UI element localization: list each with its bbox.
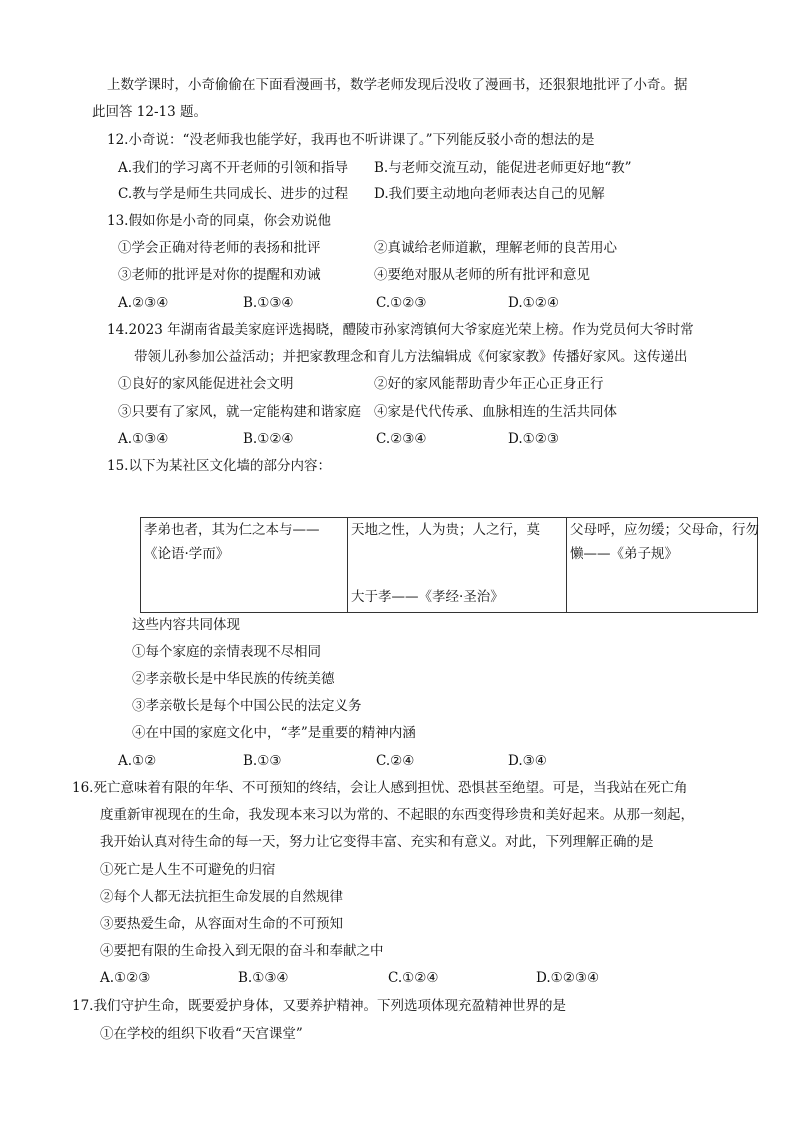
q17-stem: 17.我们守护生命，既要爱护身体，又要养护精神。下列选项体现充盈精神世界的是 (72, 998, 566, 1014)
q13-choice-d: D.①②④ (508, 295, 559, 311)
q13-statement-2: ②真诚给老师道歉，理解老师的良苦用心 (374, 240, 617, 256)
q16-stem-line-3: 我开始认真对待生命的每一天，努力让它变得丰富、充实和有意义。对此，下列理解正确的是 (100, 834, 654, 850)
q16-choice-c: C.①②④ (388, 970, 439, 986)
q16-statement-3: ③要热爱生命，从容面对生命的不可预知 (100, 916, 343, 932)
q17-statement-1: ①在学校的组织下收看“天宫课堂” (100, 1026, 303, 1042)
culture-wall-cell-1 (141, 518, 348, 613)
q12-option-d: D.我们要主动地向老师表达自己的见解 (374, 186, 605, 202)
q16-choice-d: D.①②③④ (536, 970, 600, 986)
q14-statement-2: ②好的家风能帮助青少年正心正身正行 (374, 376, 604, 392)
culture-wall-cell-2 (348, 518, 567, 613)
q14-stem-line-2: 带领儿孙参加公益活动；并把家教理念和育儿方法编辑成《何家家教》传播好家风。这传递出 (134, 349, 688, 365)
q13-stem: 13.假如你是小奇的同桌，你会劝说他 (107, 213, 331, 229)
intro-line-2: 此回答 12-13 题。 (92, 104, 208, 120)
cell-3-line-2: 懒——《弟子规》 (570, 546, 678, 562)
q14-stem-line-1: 14.2023 年湖南省最美家庭评选揭晓，醴陵市孙家湾镇何大爷家庭光荣上榜。作为党员何大爷时常 (107, 322, 694, 338)
q12-option-c: C.教与学是师生共同成长、进步的过程 (118, 186, 349, 202)
q13-statement-3: ③老师的批评是对你的提醒和劝诫 (118, 267, 321, 283)
q15-lead: 这些内容共同体现 (132, 617, 240, 633)
cell-1-line-1: 孝弟也者，其为仁之本与—— (144, 522, 320, 538)
q14-choice-c: C.②③④ (376, 431, 427, 447)
q13-statement-1: ①学会正确对待老师的表扬和批评 (118, 240, 321, 256)
q12-option-b: B.与老师交流互动，能促进老师更好地“教” (374, 160, 632, 176)
q15-choice-c: C.②④ (376, 753, 415, 769)
q15-statement-4: ④在中国的家庭文化中，“孝”是重要的精神内涵 (132, 725, 416, 741)
q15-statement-2: ②孝亲敬长是中华民族的传统美德 (132, 671, 335, 687)
q14-statement-1: ①良好的家风能促进社会文明 (118, 376, 294, 392)
q16-stem-line-2: 度重新审视现在的生命，我发现本来习以为常的、不起眼的东西变得珍贵和美好起来。从那一刻起， (100, 807, 694, 823)
q14-choice-a: A.①③④ (118, 431, 169, 447)
q16-choice-b: B.①③④ (238, 970, 289, 986)
q13-choice-c: C.①②③ (376, 295, 427, 311)
cell-1-line-2: 《论语·学而》 (144, 546, 230, 562)
q14-choice-d: D.①②③ (508, 431, 559, 447)
q15-statement-3: ③孝亲敬长是每个中国公民的法定义务 (132, 698, 362, 714)
q16-statement-4: ④要把有限的生命投入到无限的奋斗和奉献之中 (100, 943, 384, 959)
culture-wall-cell-3 (567, 518, 758, 613)
cell-2-line-1: 天地之性，人为贵；人之行，莫 (351, 522, 540, 538)
q15-stem: 15.以下为某社区文化墙的部分内容： (107, 458, 331, 474)
q13-statement-4: ④要绝对服从老师的所有批评和意见 (374, 267, 590, 283)
q15-statement-1: ①每个家庭的亲情表现不尽相同 (132, 644, 321, 660)
q13-choice-a: A.②③④ (118, 295, 169, 311)
q16-choice-a: A.①②③ (100, 970, 151, 986)
q13-choice-b: B.①③④ (243, 295, 294, 311)
q14-choices (118, 430, 568, 448)
culture-wall-table (140, 517, 758, 613)
q12-stem: 12.小奇说：“没老师我也能学好，我再也不听讲课了。”下列能反驳小奇的想法的是 (107, 132, 595, 148)
q15-choices (118, 752, 568, 770)
intro-line-1: 上数学课时，小奇偷偷在下面看漫画书，数学老师发现后没收了漫画书，还狠狠地批评了小奇。据 (107, 77, 688, 93)
q14-choice-b: B.①②④ (243, 431, 294, 447)
q16-statement-2: ②每个人都无法抗拒生命发展的自然规律 (100, 889, 343, 905)
q13-choices (118, 294, 568, 312)
q15-choice-d: D.③④ (508, 753, 547, 769)
cell-2-line-2: 大于孝——《孝经·圣治》 (351, 589, 504, 605)
q14-statement-3: ③只要有了家风，就一定能构建和谐家庭 (118, 404, 361, 420)
q14-statement-4: ④家是代代传承、血脉相连的生活共同体 (374, 404, 617, 420)
q16-statement-1: ①死亡是人生不可避免的归宿 (100, 862, 276, 878)
q15-choice-a: A.①② (118, 753, 157, 769)
q16-choices (100, 969, 640, 987)
q12-option-a: A.我们的学习离不开老师的引领和指导 (118, 160, 349, 176)
cell-3-line-1: 父母呼，应勿缓；父母命，行勿 (570, 522, 759, 538)
q16-stem-line-1: 16.死亡意味着有限的年华、不可预知的终结，会让人感到担忧、恐惧甚至绝望。可是，当我站在死亡角 (72, 780, 688, 796)
q15-choice-b: B.①③ (243, 753, 282, 769)
